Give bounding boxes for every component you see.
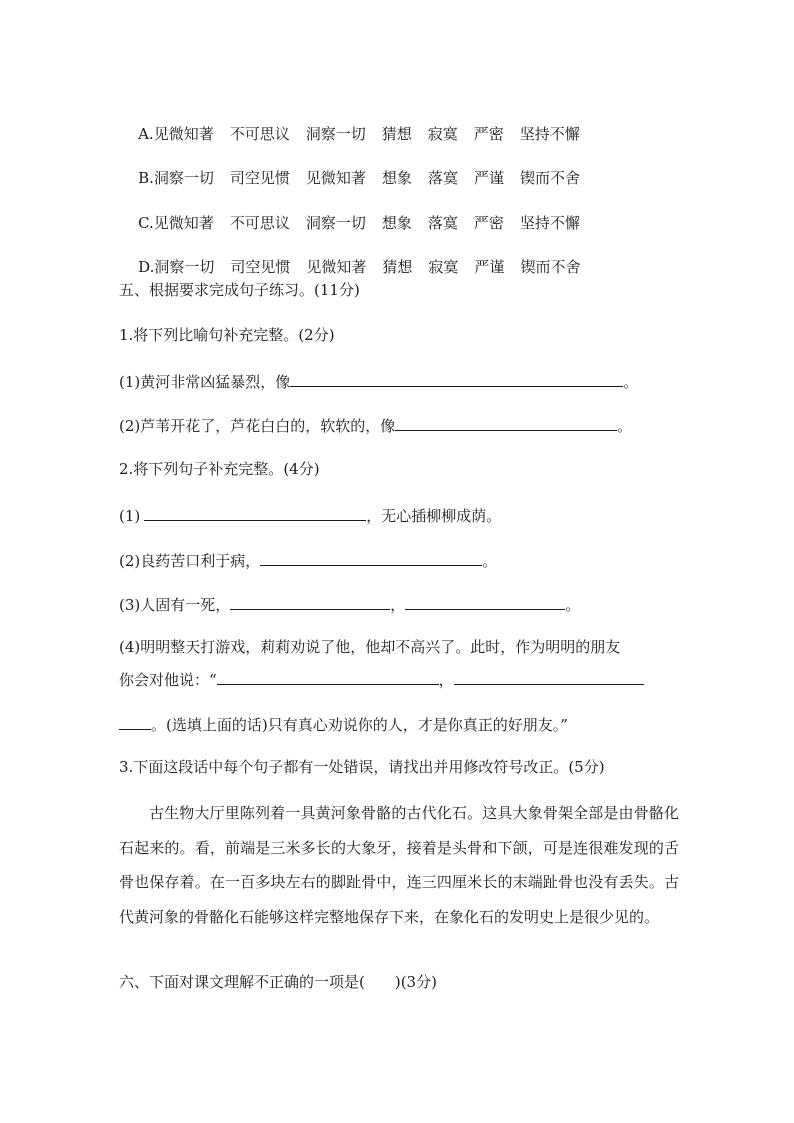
q2-item-3 bbox=[119, 592, 580, 616]
section-6-title: 六、下面对课文理解不正确的一项是( )(3分) bbox=[119, 973, 437, 991]
answer-blank[interactable] bbox=[260, 548, 482, 566]
option-label: D. bbox=[138, 258, 155, 276]
q2-title: 2.将下列句子补充完整。(4分) bbox=[119, 460, 320, 478]
answer-blank[interactable] bbox=[405, 592, 565, 610]
q1-item-1-text: (1)黄河非常凶猛暴烈，像 bbox=[119, 373, 291, 391]
option-word: 落寞 bbox=[427, 169, 458, 187]
answer-blank[interactable] bbox=[290, 369, 623, 387]
option-word: 洞察一切 bbox=[305, 214, 366, 232]
option-word: 见微知著 bbox=[153, 214, 214, 232]
q3-paragraph: 古生物大厅里陈列着一具黄河象骨骼的古代化石。这具大象骨架全部是由骨骼化石起来的。看，前端是三米多长的大象牙，接着是头骨和下颌，可是连很难发现的舌骨也保存着。在一百多块左右的脚趾骨中，连三四厘米长的末端趾骨也没有丢失。古代黄河象的骨骼化石能够这样完整地保存下来，在象化石的发明史上是很少见的。 bbox=[119, 804, 679, 926]
option-word: 寂寞 bbox=[427, 125, 458, 143]
option-word: 见微知著 bbox=[306, 258, 367, 276]
q2-item-2-end: 。 bbox=[482, 552, 498, 570]
q2-item-4-mid: ， bbox=[438, 671, 454, 689]
option-word: 猜想 bbox=[381, 125, 412, 143]
option-word: 洞察一切 bbox=[153, 169, 214, 187]
q2-item-4-lead: 你会对他说：“ bbox=[119, 671, 217, 689]
option-word: 坚持不懈 bbox=[519, 214, 580, 232]
option-word: 见微知著 bbox=[305, 169, 366, 187]
option-word: 想象 bbox=[381, 169, 412, 187]
answer-blank[interactable] bbox=[144, 503, 366, 521]
option-word: 严谨 bbox=[474, 258, 505, 276]
option-label: B. bbox=[138, 169, 154, 187]
option-word: 坚持不懈 bbox=[519, 125, 580, 143]
option-word: 落寞 bbox=[427, 214, 458, 232]
option-label: A. bbox=[138, 125, 154, 143]
option-word: 严谨 bbox=[473, 169, 504, 187]
option-word: 严密 bbox=[473, 214, 504, 232]
q1-item-2 bbox=[119, 413, 632, 437]
answer-blank[interactable] bbox=[230, 592, 390, 610]
q3-title: 3.下面这段话中每个句子都有一处错误，请找出并用修改符号改正。(5分) bbox=[119, 758, 605, 776]
option-word: 严密 bbox=[473, 125, 504, 143]
option-word: 锲而不舍 bbox=[519, 169, 580, 187]
q2-item-3-end: 。 bbox=[565, 596, 581, 614]
option-word: 锲而不舍 bbox=[520, 258, 581, 276]
answer-blank[interactable] bbox=[119, 712, 151, 730]
q2-item-3-text: (3)人固有一死， bbox=[119, 596, 231, 614]
q2-item-1 bbox=[119, 503, 501, 527]
option-word: 见微知著 bbox=[153, 125, 214, 143]
answer-blank[interactable] bbox=[395, 413, 617, 431]
q1-title: 1.将下列比喻句补充完整。(2分) bbox=[119, 326, 335, 344]
q2-item-1-text: ，无心插柳柳成荫。 bbox=[366, 507, 502, 525]
q2-item-2 bbox=[119, 548, 497, 572]
q2-item-1-num: (1) bbox=[119, 507, 141, 525]
option-word: 想象 bbox=[381, 214, 412, 232]
option-word: 司空见惯 bbox=[230, 258, 291, 276]
section-5-title: 五、根据要求完成句子练习。(11分) bbox=[119, 281, 360, 299]
q2-item-3-mid: ， bbox=[390, 596, 406, 614]
q1-item-1 bbox=[119, 369, 638, 393]
option-word: 不可思议 bbox=[229, 214, 290, 232]
q1-item-2-end: 。 bbox=[617, 417, 633, 435]
option-word: 不可思议 bbox=[229, 125, 290, 143]
q2-item-4-line3 bbox=[119, 712, 568, 736]
option-label: C. bbox=[138, 214, 154, 232]
option-word: 寂寞 bbox=[428, 258, 459, 276]
q2-item-2-text: (2)良药苦口利于病， bbox=[119, 552, 261, 570]
option-word: 洞察一切 bbox=[154, 258, 215, 276]
answer-blank[interactable] bbox=[217, 667, 439, 685]
answer-blank[interactable] bbox=[454, 667, 644, 685]
option-word: 猜想 bbox=[382, 258, 413, 276]
q2-item-4-line1: (4)明明整天打游戏，莉莉劝说了他，他却不高兴了。此时，作为明明的朋友 bbox=[119, 638, 621, 656]
q1-item-1-end: 。 bbox=[623, 373, 639, 391]
option-word: 洞察一切 bbox=[305, 125, 366, 143]
q2-item-4-line2 bbox=[119, 667, 644, 691]
q1-item-2-text: (2)芦苇开花了，芦花白白的，软软的，像 bbox=[119, 417, 396, 435]
option-word: 司空见惯 bbox=[229, 169, 290, 187]
q2-item-4-end: 。(选填上面的话)只有真心劝说你的人，才是你真正的好朋友。” bbox=[151, 716, 568, 734]
